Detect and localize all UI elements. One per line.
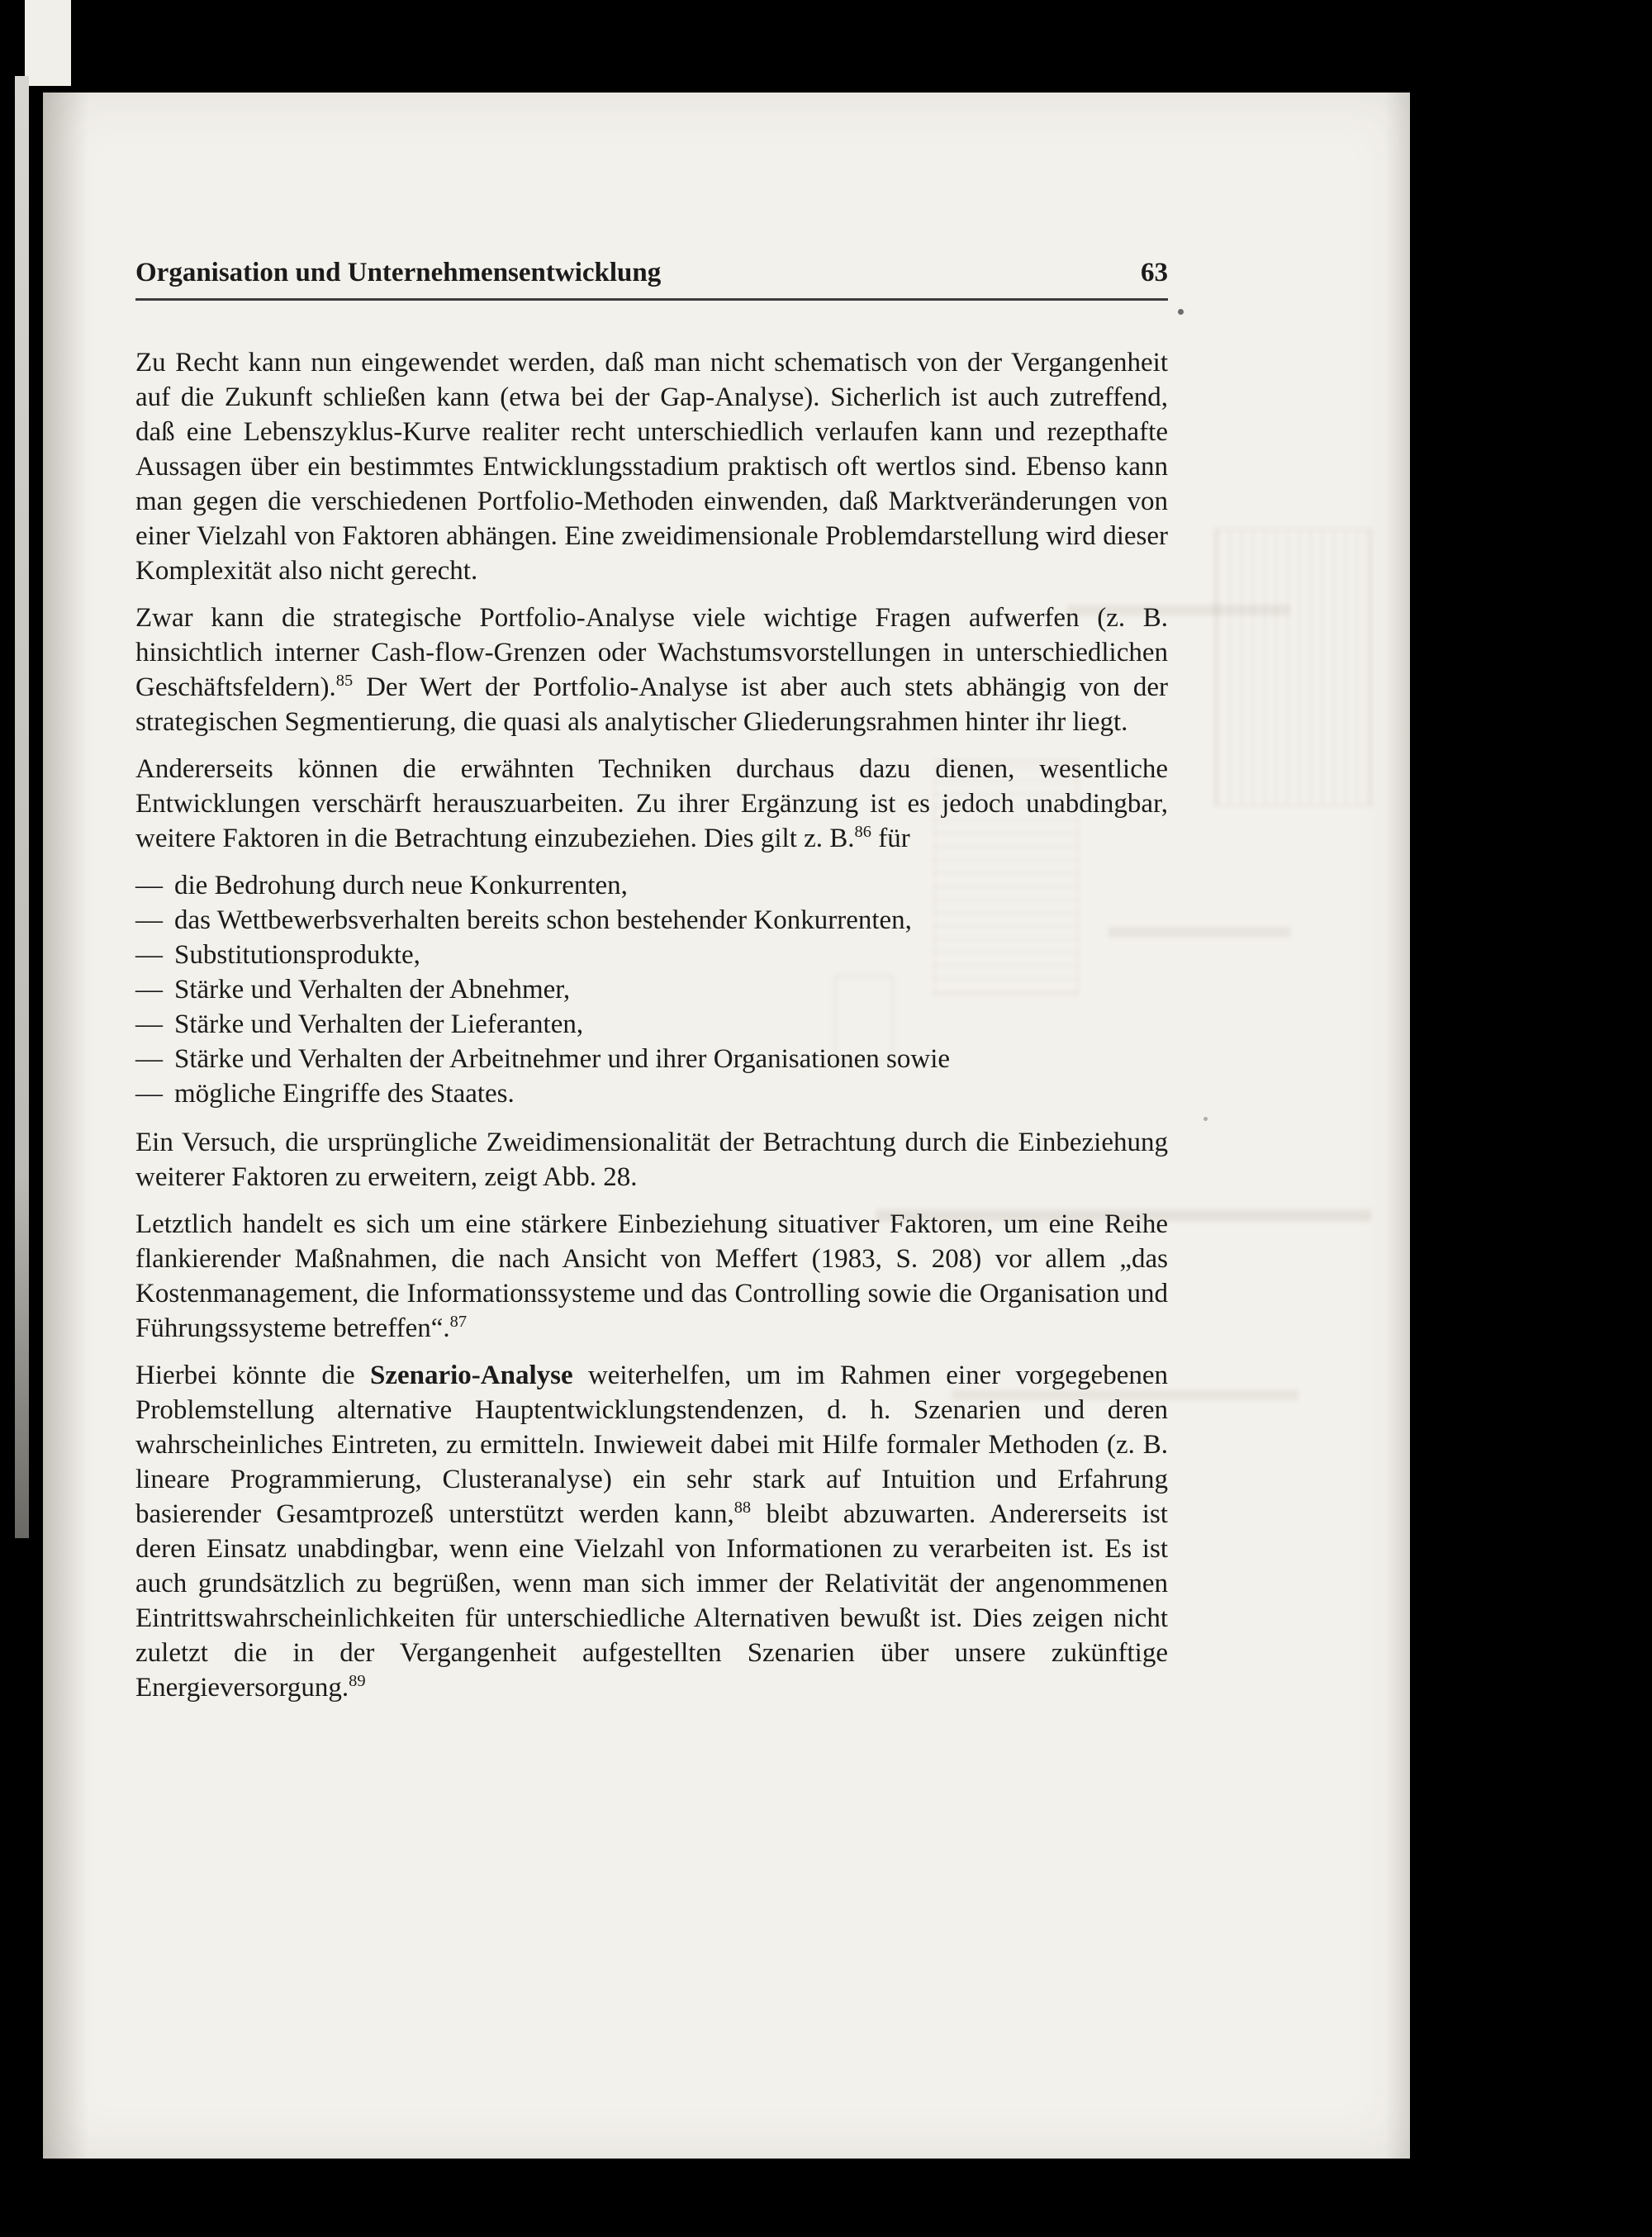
book-page [43,93,1410,2159]
scan-speck [1178,309,1184,315]
footnote-reference-88: 88 [733,1498,752,1517]
list-dash: — [135,940,163,970]
text-segment: Zu Recht kann nun eingewendet werden, daß man nicht schematisch von der Vergangenheit auf die Zukunft schließen kann (etwa bei der Gap-Analyse). Sicherlich ist auch zutreffend, daß eine Lebenszyklus-Kurve realiter recht unterschiedlich verlaufen kann und rezepthafte Aussagen über ein bestimmtes Entwicklungsstadium praktisch oft wertlos sind. Ebenso kann man gegen die verschiedenen Portfolio-Methoden einwenden, daß Marktveränderungen von einer Vielzahl von Faktoren abhängen. Eine zweidimensionale Problemdarstellung wird dieser Komplexität also nicht gerecht. [135,348,1168,586]
list-dash: — [135,871,163,900]
text-segment: weiterhelfen, um im Rahmen einer vorgegebenen Problemstellung alternative Hauptentwicklungstendenzen, d. h. Szenarien und deren wahrscheinliches Eintreten, zu ermitteln. Inwieweit dabei mit Hilfe formaler Methoden (z. B. lineare Programmierung, Clusteranalyse) ein sehr stark auf Intuition und Erfahrung basierender Gesamtprozeß unterstützt werden kann, [135,1361,1168,1529]
text-segment: Ein Versuch, die ursprüngliche Zweidimensionalität der Betrachtung durch die Einbeziehung weiterer Faktoren zu erweitern, zeigt Abb. 28. [135,1128,1168,1192]
scan-edge-strip [15,76,29,1538]
list-item-text: Stärke und Verhalten der Abnehmer, [174,975,571,1005]
footnote-reference-87: 87 [449,1313,468,1331]
header-rule [135,298,1168,301]
list-dash: — [135,1044,163,1074]
body-text [135,345,1168,1705]
list-item [135,938,1168,972]
footnote-reference-86: 86 [854,823,871,841]
list-item [135,1042,1168,1076]
list-item-text: Stärke und Verhalten der Arbeitnehmer und ihrer Organisationen sowie [174,1044,951,1074]
text-segment: Andererseits können die erwähnten Techniken durchaus dazu dienen, wesentliche Entwicklungen verschärft herauszuarbeiten. Zu ihrer Ergänzung ist es jedoch unabdingbar, weitere Faktoren in die Betrachtung einzubeziehen. Dies gilt z. B. [135,754,1168,853]
list-item-text: mögliche Eingriffe des Staates. [174,1079,515,1109]
paragraph-6 [135,1358,1168,1705]
list-dash: — [135,1009,163,1039]
paragraph-5 [135,1207,1168,1346]
list-item [135,1076,1168,1111]
paragraph-1 [135,345,1168,588]
text-segment: Der Wert der Portfolio-Analyse ist aber auch stets abhängig von der strategischen Segmentierung, die quasi als analytischer Gliederungsrahmen hinter ihr liegt. [135,672,1168,737]
footnote-reference-85: 85 [335,672,354,690]
list-item [135,972,1168,1007]
text-segment: bleibt abzuwarten. Andererseits ist deren Einsatz unabdingbar, wenn eine Vielzahl von Informationen zu verarbeiten ist. Es ist auch grundsätzlich zu begrüßen, wenn man sich immer der Relativität der angenommenen Eintrittswahrscheinlichkeiten für unterschiedliche Alternativen bewußt ist. Dies zeigen nicht zuletzt die in der Vergangenheit aufgestellten Szenarien über unsere zukünftige Energieversorgung. [135,1499,1168,1703]
page-content [135,258,1168,1705]
list-dash: — [135,975,163,1005]
paragraph-3 [135,752,1168,856]
text-segment: für [871,824,910,853]
text-segment: Letztlich handelt es sich um eine stärkere Einbeziehung situativer Faktoren, um eine Reihe flankierender Maßnahmen, die nach Ansicht von Meffert (1983, S. 208) vor allem „das Kostenmanagement, die Informationssysteme und das Controlling sowie die Organisation und Führungssysteme betreffen“. [135,1209,1168,1343]
text-segment: Hierbei könnte die [135,1361,370,1390]
list-item [135,1007,1168,1042]
page-number: 63 [1141,258,1168,287]
list-item [135,868,1168,903]
list-item-text: die Bedrohung durch neue Konkurrenten, [174,871,628,900]
paragraph-2 [135,601,1168,739]
running-header [135,258,1168,287]
scan-speck [1203,1117,1208,1121]
list-item-text: Stärke und Verhalten der Lieferanten, [174,1009,584,1039]
scan-edge-artifact [25,0,71,86]
paragraph-4 [135,1125,1168,1194]
text-segment: Zwar kann die strategische Portfolio-Analyse viele wichtige Fragen aufwerfen (z. B. hinsichtlich interner Cash-flow-Grenzen oder Wachstumsvorstellungen in unterschiedlichen Geschäftsfeldern). [135,603,1168,702]
list-dash: — [135,1079,163,1109]
running-header-title: Organisation und Unternehmensentwicklung [135,258,662,287]
footnote-reference-89: 89 [349,1672,366,1690]
list-dash: — [135,905,163,935]
list-item-text: das Wettbewerbsverhalten bereits schon bestehender Konkurrenten, [174,905,912,935]
emphasized-term: Szenario-Analyse [369,1361,573,1390]
bleedthrough-diagram [1214,529,1372,806]
list-item [135,903,1168,938]
list-item-text: Substitutionsprodukte, [174,940,420,970]
factor-list [135,868,1168,1111]
